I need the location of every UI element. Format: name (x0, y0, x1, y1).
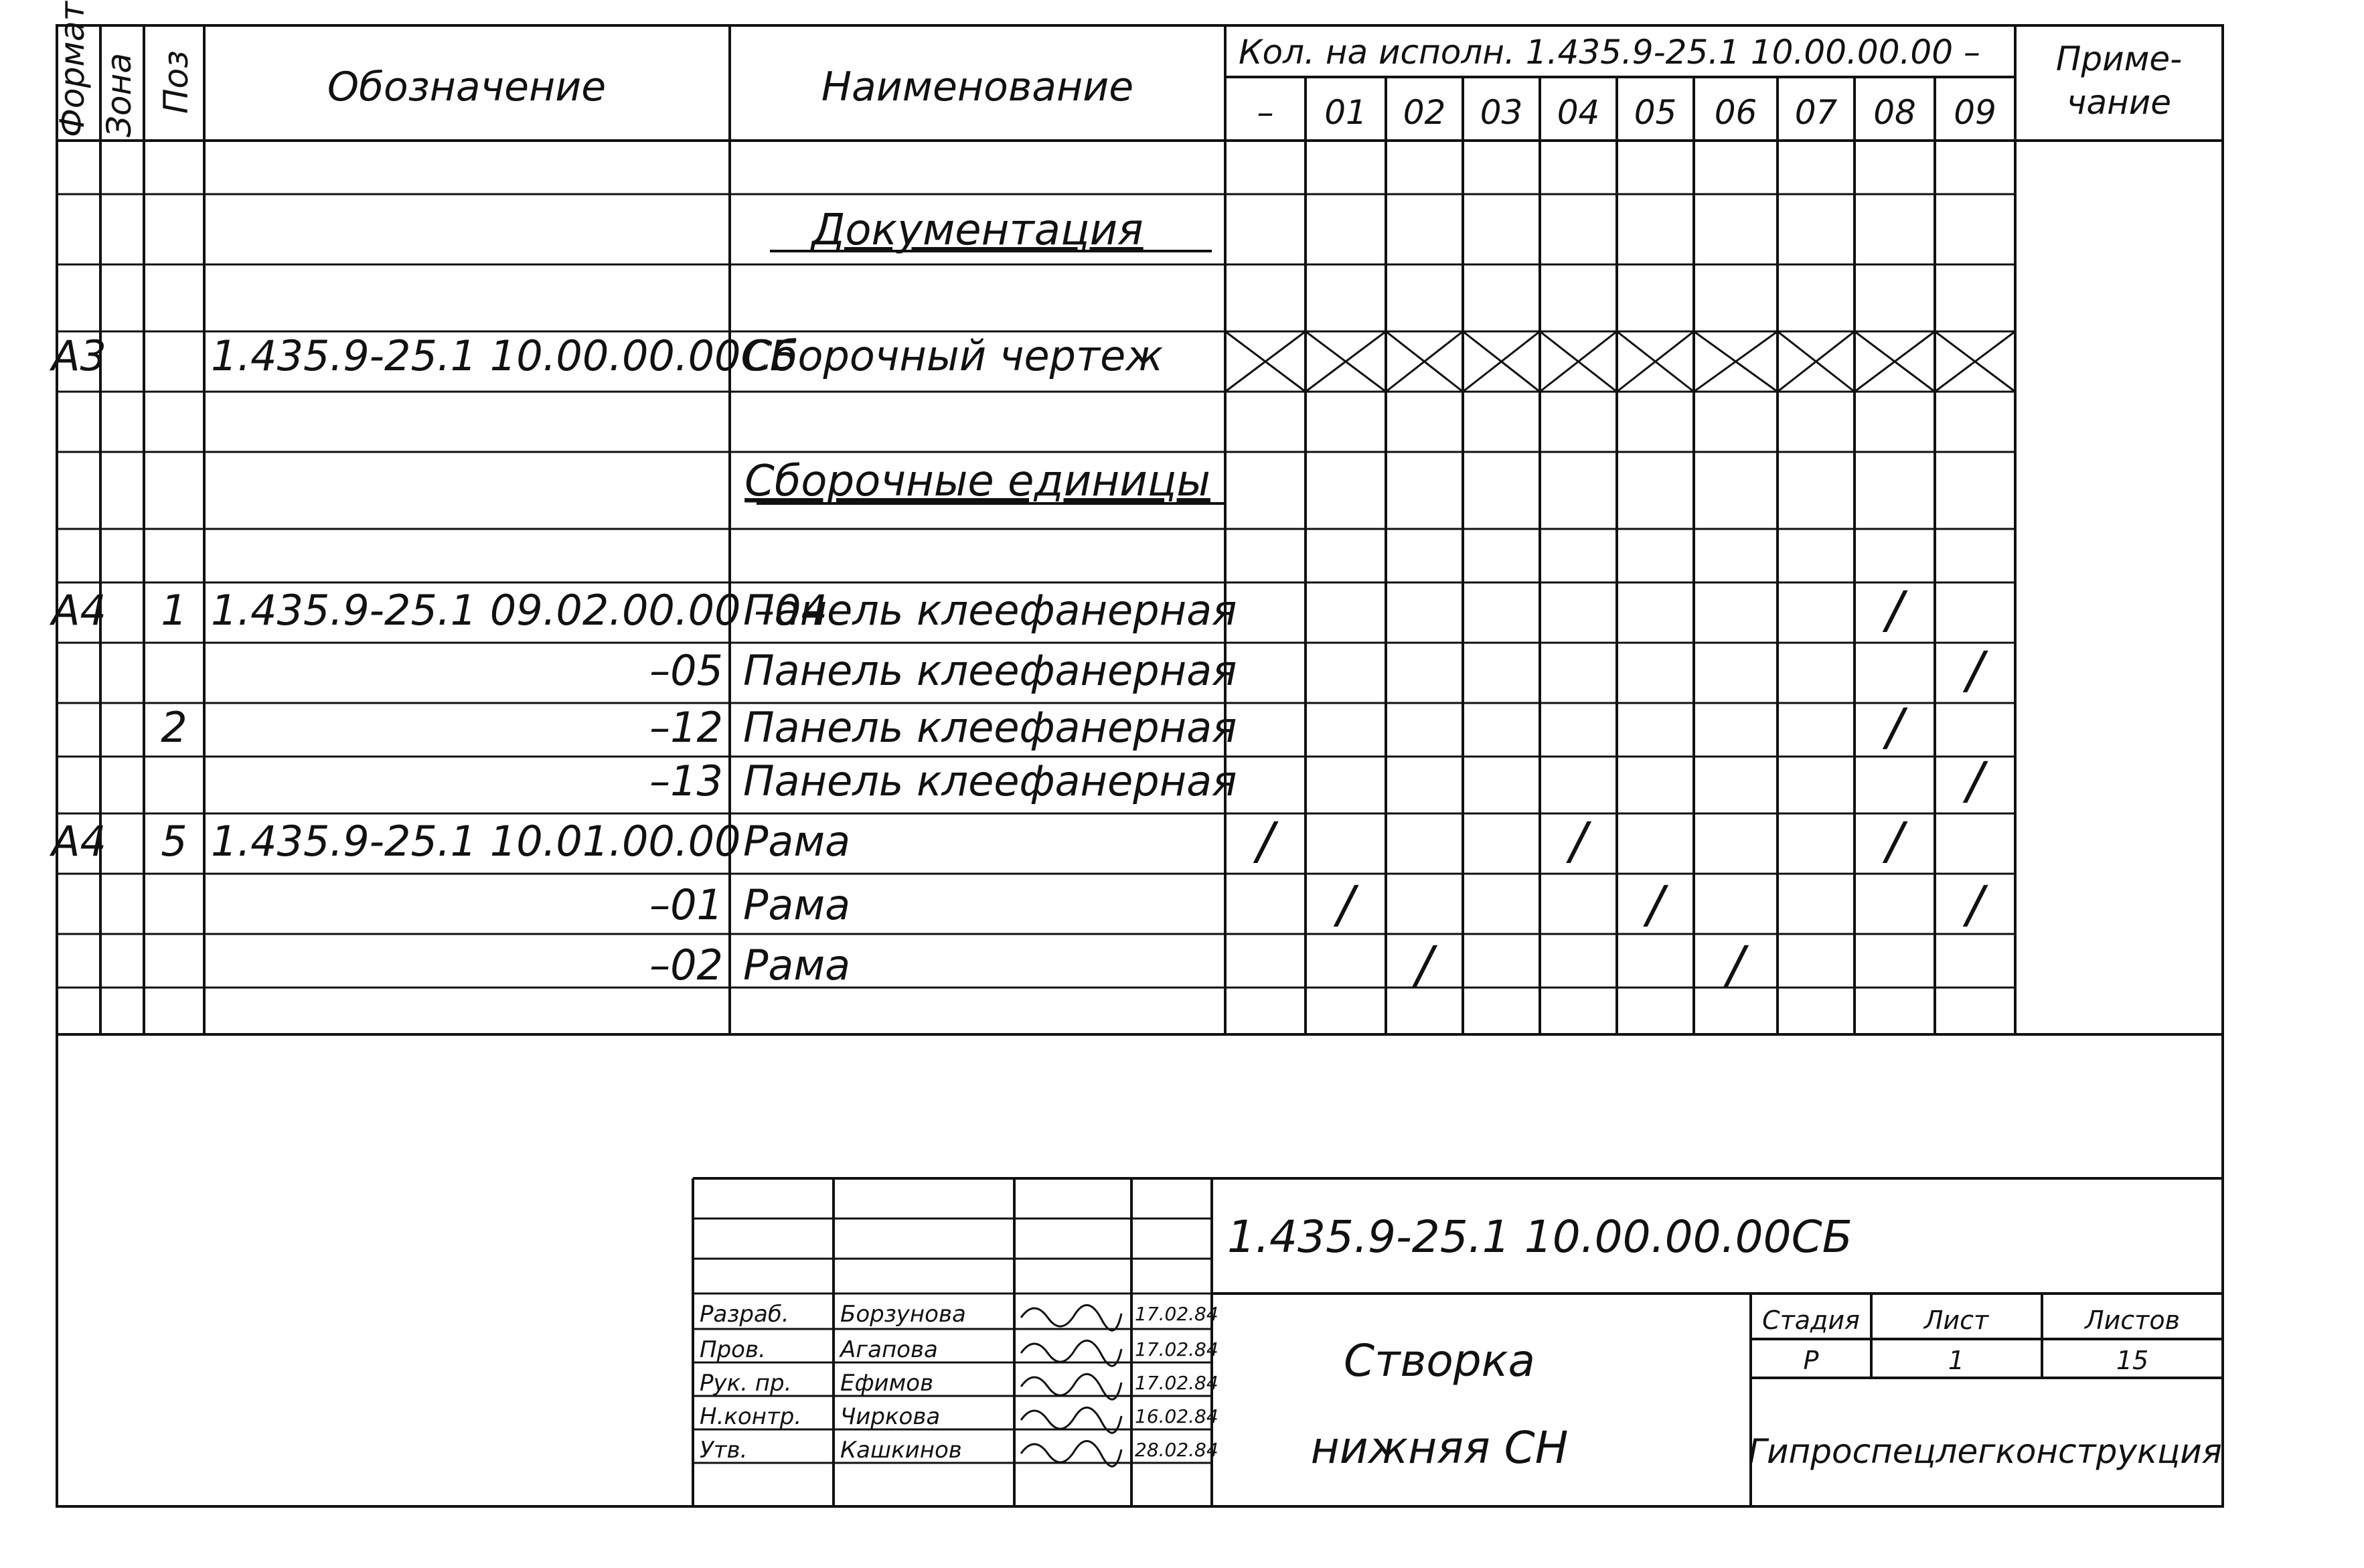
signature-date: 17.02.84 (1135, 1338, 1218, 1360)
sheet-label: Лист (1923, 1306, 1989, 1335)
table-row (649, 640, 1988, 700)
col-designation-header: Обозначение (327, 64, 607, 110)
row-designation: –05 (649, 646, 723, 695)
row-designation: –02 (649, 941, 723, 990)
organization: Гипроспецлегконструкция (1748, 1432, 2222, 1471)
variant-header: 09 (1954, 93, 1996, 132)
signature-role: Разраб. (700, 1301, 789, 1328)
qty-mark: / (1886, 697, 1903, 757)
col-pos-header: Поз (157, 50, 195, 114)
qty-mark: / (1886, 580, 1903, 639)
row-name: Панель клеефанерная (743, 586, 1237, 635)
row-designation: –12 (649, 703, 723, 752)
qty-mark: / (1966, 640, 1984, 700)
qty-mark: / (1886, 811, 1903, 870)
row-name: Рама (743, 880, 851, 929)
sheets-value: 15 (2116, 1346, 2149, 1375)
row-name: Панель клеефанерная (743, 757, 1237, 805)
signature-scribble (1021, 1305, 1121, 1330)
signature-name: Чиркова (840, 1403, 941, 1430)
col-note-header-line1: Приме- (2055, 40, 2183, 78)
signature-date: 17.02.84 (1135, 1303, 1218, 1325)
qty-title-header: Кол. на исполн. 1.435.9-25.1 10.00.00.00 – (1239, 33, 1980, 72)
row-name: Панель клеефанерная (743, 646, 1237, 695)
row-format: А4 (52, 817, 106, 866)
qty-mark: / (1727, 935, 1745, 994)
signature-name: Кашкинов (840, 1437, 962, 1464)
row-designation: 1.435.9-25.1 10.00.00.00СБ (211, 331, 799, 380)
row-pos: 2 (161, 703, 187, 752)
row-name: Рама (743, 817, 851, 866)
table-row (649, 874, 1988, 934)
row-format: А4 (52, 586, 106, 635)
variant-header: – (1257, 93, 1274, 132)
row-designation: –01 (649, 880, 723, 929)
variant-header: 04 (1557, 93, 1600, 132)
variant-header: 02 (1403, 93, 1446, 132)
variant-header: 07 (1794, 93, 1838, 132)
table-row (49, 580, 1908, 639)
col-format-header: Формат (53, 1, 92, 137)
qty-mark: / (1966, 874, 1984, 934)
qty-mark: / (1337, 874, 1354, 934)
row-format: А3 (52, 331, 106, 380)
signature-row (700, 1301, 1218, 1330)
table-row (161, 697, 1908, 757)
signature-date: 17.02.84 (1135, 1372, 1218, 1394)
drawing-name-line2: нижняя СН (1310, 1422, 1569, 1474)
row-pos: 1 (161, 586, 187, 635)
table-row (49, 331, 1163, 380)
table-row (49, 811, 1908, 870)
col-name-header: Наименование (821, 64, 1134, 110)
col-note-header-line2: чание (2066, 83, 2172, 122)
variant-header: 08 (1873, 93, 1916, 132)
row-name: Сборочный чертеж (743, 331, 1164, 380)
table-row (649, 935, 1749, 994)
sheet-value: 1 (1948, 1346, 1965, 1375)
qty-mark: / (1966, 751, 1984, 810)
signature-role: Пров. (700, 1336, 766, 1363)
variant-header: 01 (1324, 93, 1367, 132)
signature-date: 28.02.84 (1135, 1439, 1218, 1461)
sheets-label: Листов (2085, 1306, 2180, 1335)
signature-name: Борзунова (840, 1301, 966, 1328)
variant-header: 03 (1480, 93, 1523, 132)
row-name: Рама (743, 941, 851, 990)
signature-name: Ефимов (840, 1370, 934, 1397)
col-zone-header: Зона (100, 53, 139, 137)
row-designation: 1.435.9-25.1 10.01.00.00 (211, 817, 741, 866)
qty-mark: / (1569, 811, 1587, 870)
drawing-name-line1: Створка (1343, 1335, 1536, 1387)
qty-mark: / (1257, 811, 1274, 870)
section-documentation: Документация (811, 206, 1144, 255)
doc-number: 1.435.9-25.1 10.00.00.00СБ (1227, 1211, 1853, 1263)
row-designation: –13 (649, 757, 723, 805)
section-assembly-units: Сборочные единицы (744, 457, 1210, 506)
table-row (649, 751, 1988, 810)
variant-header: 06 (1714, 93, 1757, 132)
variant-header: 05 (1634, 93, 1677, 132)
qty-mark: / (1646, 874, 1664, 934)
stage-value: Р (1803, 1346, 1819, 1375)
qty-mark: / (1415, 935, 1433, 994)
row-designation: 1.435.9-25.1 09.02.00.00 –04 (211, 586, 828, 635)
signature-name: Агапова (840, 1336, 938, 1363)
stage-label: Стадия (1762, 1306, 1860, 1335)
signature-role: Рук. пр. (700, 1370, 792, 1397)
signature-role: Утв. (700, 1437, 748, 1464)
signature-date: 16.02.84 (1135, 1405, 1218, 1427)
row-pos: 5 (161, 817, 187, 866)
row-name: Панель клеефанерная (743, 703, 1237, 752)
signature-role: Н.контр. (700, 1403, 802, 1430)
